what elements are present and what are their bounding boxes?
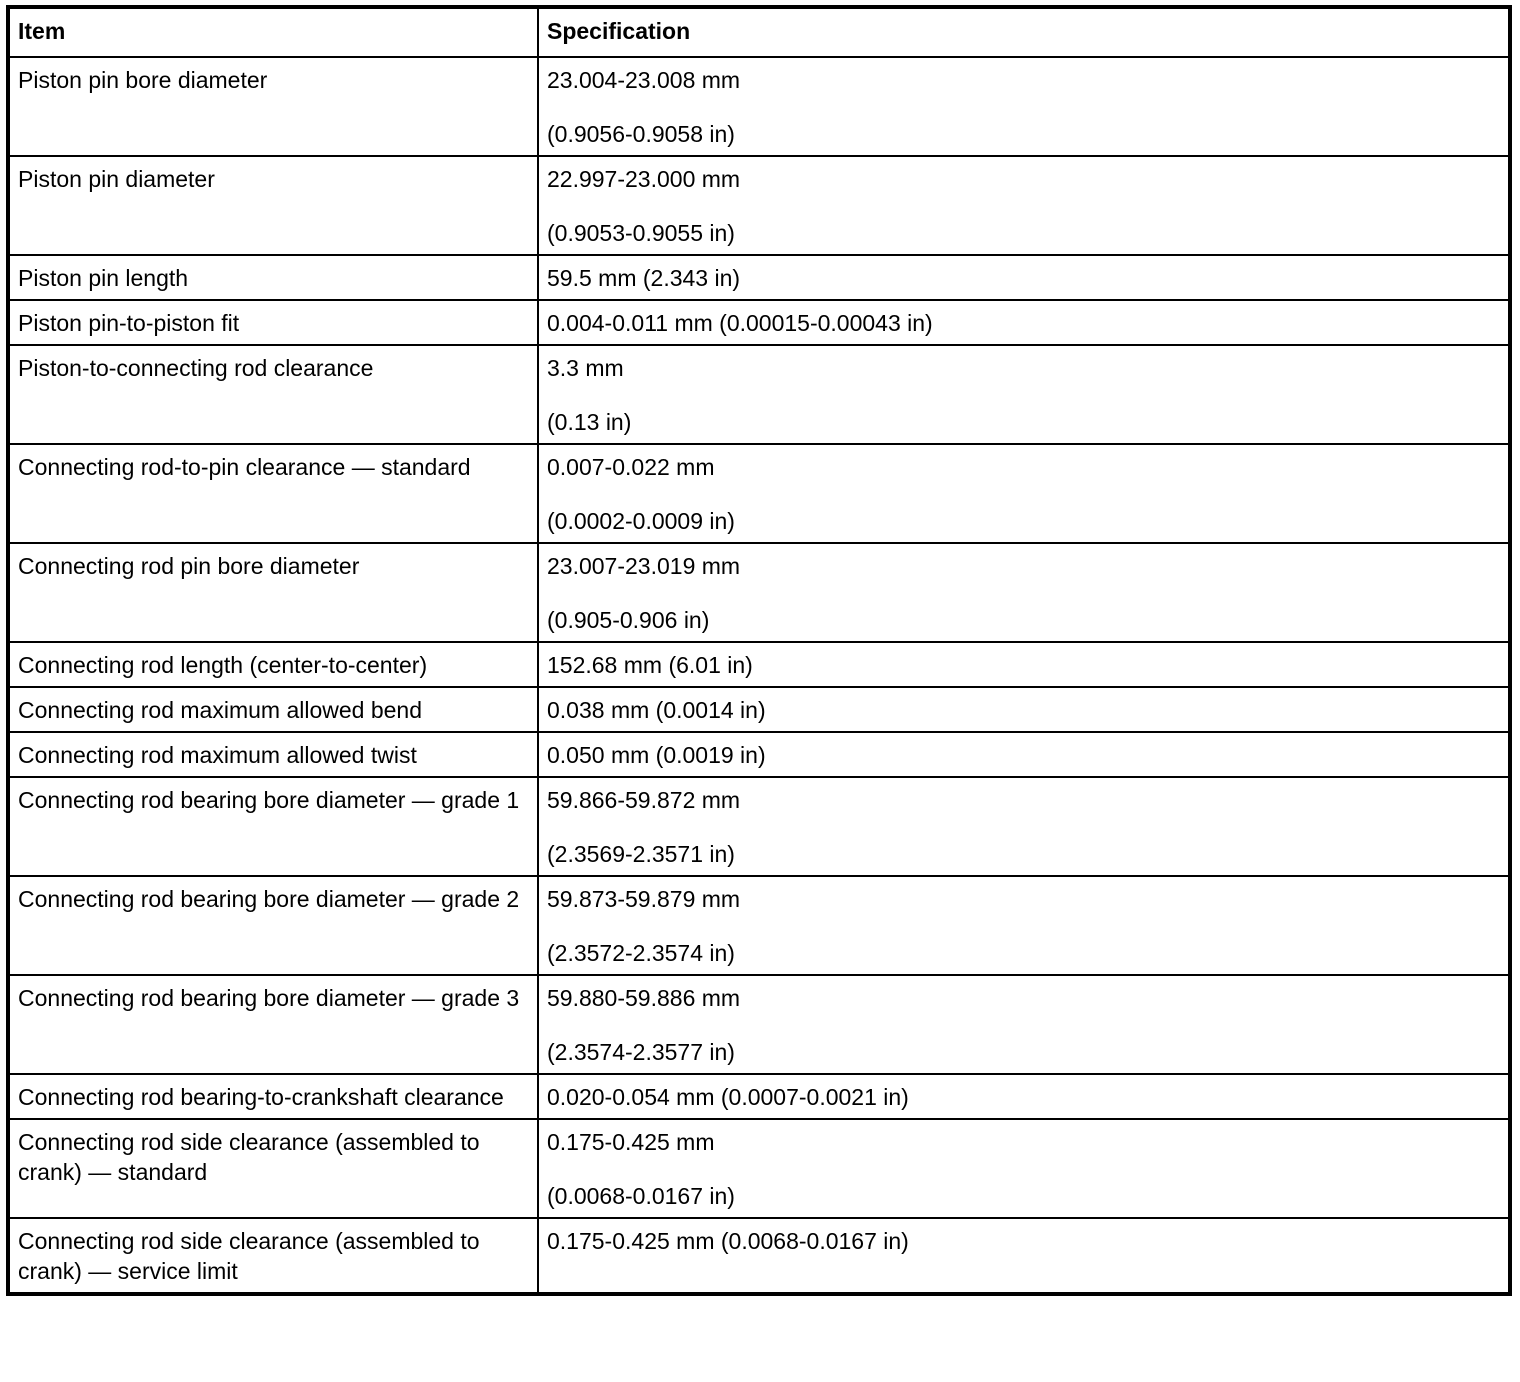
- spec-imperial-value: (0.0002-0.0009 in): [547, 508, 735, 534]
- spec-metric-value: 22.997-23.000 mm: [547, 166, 741, 192]
- table-row: [8, 876, 1510, 975]
- specification-cell: [538, 1074, 1510, 1119]
- specification-cell: [538, 687, 1510, 732]
- table-row: [8, 156, 1510, 255]
- specification-cell: [538, 57, 1510, 156]
- spec-imperial-value: (2.3574-2.3577 in): [547, 1039, 735, 1065]
- table-body: [8, 57, 1510, 1294]
- specification-cell: [538, 876, 1510, 975]
- table-row: [8, 345, 1510, 444]
- table-header-row: [8, 7, 1510, 57]
- table-row: [8, 642, 1510, 687]
- spec-imperial-value: (0.13 in): [547, 409, 632, 435]
- table-row: [8, 300, 1510, 345]
- table-row: [8, 975, 1510, 1074]
- item-cell: Piston-to-connecting rod clearance: [8, 345, 538, 444]
- spec-metric-value: 0.175-0.425 mm (0.0068-0.0167 in): [547, 1228, 909, 1254]
- item-cell: Connecting rod bearing-to-crankshaft clearance: [8, 1074, 538, 1119]
- specification-cell: [538, 975, 1510, 1074]
- specification-cell: [538, 642, 1510, 687]
- table-row: [8, 444, 1510, 543]
- spec-imperial-value: (2.3569-2.3571 in): [547, 841, 735, 867]
- spec-metric-value: 0.175-0.425 mm: [547, 1129, 715, 1155]
- table-row: [8, 1074, 1510, 1119]
- spec-metric-value: 59.880-59.886 mm: [547, 985, 741, 1011]
- specification-cell: [538, 777, 1510, 876]
- table-row: [8, 1218, 1510, 1294]
- spec-metric-value: 59.873-59.879 mm: [547, 886, 741, 912]
- table-row: [8, 1119, 1510, 1218]
- table-row: [8, 543, 1510, 642]
- item-cell: Connecting rod length (center-to-center): [8, 642, 538, 687]
- table-row: [8, 255, 1510, 300]
- item-cell: Connecting rod maximum allowed twist: [8, 732, 538, 777]
- spec-metric-value: 0.038 mm (0.0014 in): [547, 697, 766, 723]
- item-cell: Connecting rod bearing bore diameter — grade 3: [8, 975, 538, 1074]
- item-cell: Connecting rod side clearance (assembled to crank) — service limit: [8, 1218, 538, 1294]
- spec-imperial-value: (2.3572-2.3574 in): [547, 940, 735, 966]
- specification-cell: [538, 255, 1510, 300]
- spec-metric-value: 0.020-0.054 mm (0.0007-0.0021 in): [547, 1084, 909, 1110]
- specification-cell: [538, 1119, 1510, 1218]
- table-row: [8, 732, 1510, 777]
- specification-table: [6, 5, 1512, 1296]
- spec-imperial-value: (0.905-0.906 in): [547, 607, 710, 633]
- item-cell: Piston pin length: [8, 255, 538, 300]
- table-row: [8, 777, 1510, 876]
- item-cell: Piston pin-to-piston fit: [8, 300, 538, 345]
- spec-metric-value: 0.050 mm (0.0019 in): [547, 742, 766, 768]
- spec-metric-value: 23.004-23.008 mm: [547, 67, 741, 93]
- item-cell: Connecting rod bearing bore diameter — grade 1: [8, 777, 538, 876]
- spec-metric-value: 3.3 mm: [547, 355, 624, 381]
- spec-imperial-value: (0.0068-0.0167 in): [547, 1183, 735, 1209]
- spec-metric-value: 59.5 mm (2.343 in): [547, 265, 741, 291]
- item-cell: Piston pin bore diameter: [8, 57, 538, 156]
- table-row: [8, 687, 1510, 732]
- specification-cell: [538, 444, 1510, 543]
- item-cell: Connecting rod pin bore diameter: [8, 543, 538, 642]
- column-header-specification: Specification: [538, 7, 1510, 57]
- spec-metric-value: 152.68 mm (6.01 in): [547, 652, 753, 678]
- specification-cell: [538, 345, 1510, 444]
- specification-cell: [538, 732, 1510, 777]
- specification-cell: [538, 1218, 1510, 1294]
- specification-cell: [538, 156, 1510, 255]
- item-cell: Connecting rod-to-pin clearance — standard: [8, 444, 538, 543]
- spec-metric-value: 23.007-23.019 mm: [547, 553, 741, 579]
- spec-imperial-value: (0.9056-0.9058 in): [547, 121, 735, 147]
- table-row: [8, 57, 1510, 156]
- item-cell: Connecting rod maximum allowed bend: [8, 687, 538, 732]
- spec-metric-value: 59.866-59.872 mm: [547, 787, 741, 813]
- item-cell: Piston pin diameter: [8, 156, 538, 255]
- column-header-item: Item: [8, 7, 538, 57]
- specification-cell: [538, 300, 1510, 345]
- item-cell: Connecting rod bearing bore diameter — grade 2: [8, 876, 538, 975]
- spec-imperial-value: (0.9053-0.9055 in): [547, 220, 735, 246]
- specification-cell: [538, 543, 1510, 642]
- spec-metric-value: 0.004-0.011 mm (0.00015-0.00043 in): [547, 310, 933, 336]
- item-cell: Connecting rod side clearance (assembled to crank) — standard: [8, 1119, 538, 1218]
- spec-metric-value: 0.007-0.022 mm: [547, 454, 715, 480]
